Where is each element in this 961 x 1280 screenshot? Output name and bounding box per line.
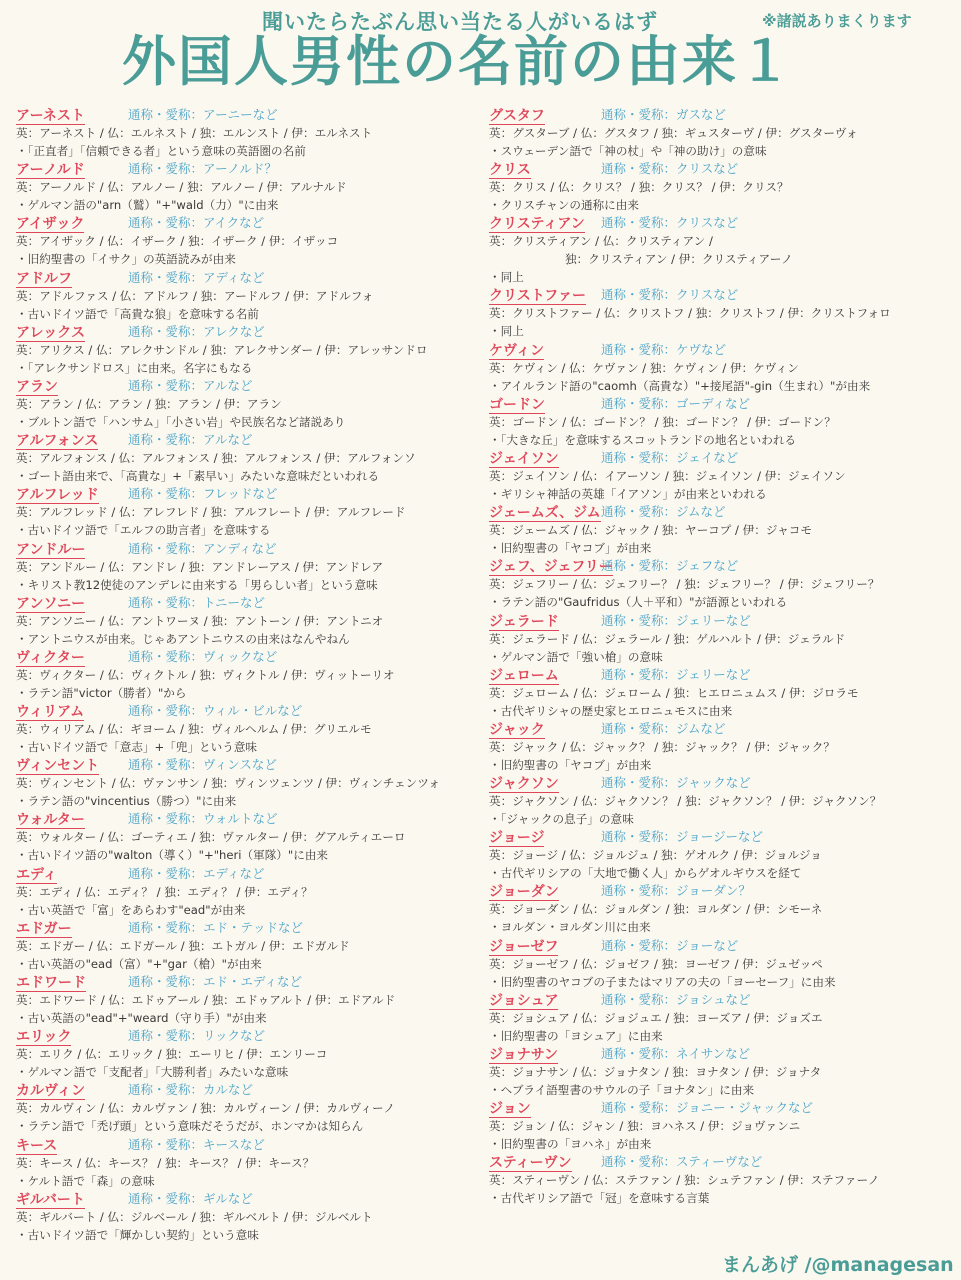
entry-header xyxy=(489,395,951,413)
entry-header xyxy=(16,756,478,774)
entry-name: カルヴィン xyxy=(16,1083,86,1100)
name-entry xyxy=(489,395,951,449)
entry-origin: ・ヘブライ語聖書のサウルの子「ヨナタン」に由来 xyxy=(489,1083,755,1097)
name-entry xyxy=(16,485,478,539)
entry-language-variants: 英：アラン / 仏：アラン / 独：アラン / 伊：アラン xyxy=(16,396,282,411)
entry-header xyxy=(489,503,951,521)
entry-nickname: 通称・愛称：クリスなど xyxy=(601,161,739,177)
entry-language-variants: 英：ジェイソン / 仏：イアーソン / 独：ジェイソン / 伊：ジェイソン xyxy=(489,468,846,483)
entry-origin: ・同上 xyxy=(489,270,524,285)
entry-origin: ・アイルランド語の"caomh（高貴な）"+接尾語"-gin（生まれ）"が由来 xyxy=(489,378,871,393)
name-entry xyxy=(489,991,951,1045)
entry-nickname: 通称・愛称：ジョーダン？ xyxy=(601,883,751,899)
entry-language-variants: 英：クリスティアン / 仏：クリスティアン / xyxy=(489,234,713,249)
entry-origin: ・同上 xyxy=(489,324,524,339)
entry-nickname: 通称・愛称：クリスなど xyxy=(601,215,739,231)
entry-header xyxy=(489,1099,951,1117)
entry-name: ジェイソン xyxy=(489,450,559,467)
entry-language-variants: 英：ジョージ / 仏：ジョルジュ / 独：ゲオルク / 伊：ジョルジョ xyxy=(489,848,822,863)
entry-name: ジェラード xyxy=(489,613,559,630)
name-entry xyxy=(489,612,951,666)
name-entry xyxy=(489,557,951,611)
name-entry xyxy=(16,431,478,485)
entry-name: ジョン xyxy=(489,1101,531,1118)
entry-language-variants: 英：ヴィクター / 仏：ヴィクトル / 独：ヴィクトル / 伊：ヴィットーリオ xyxy=(16,667,395,682)
name-entry xyxy=(489,1099,951,1153)
entry-language-variants: 英：ギルバート / 仏：ジルベール / 独：ギルベルト / 伊：ジルベルト xyxy=(16,1209,373,1224)
entry-header xyxy=(489,160,951,178)
entry-name: ジャクソン xyxy=(489,776,559,793)
entry-name: アンソニー xyxy=(16,595,86,612)
entry-header xyxy=(16,106,478,124)
entry-name: キース xyxy=(16,1137,58,1154)
entry-nickname: 通称・愛称：アルなど xyxy=(128,432,253,448)
entry-nickname: 通称・愛称：ジャックなど xyxy=(601,775,751,791)
entry-nickname: 通称・愛称：アーノルド？ xyxy=(128,161,277,177)
entry-nickname: 通称・愛称：カルなど xyxy=(128,1082,254,1098)
name-entry xyxy=(489,666,951,720)
name-entry xyxy=(16,702,478,756)
name-entry xyxy=(16,810,478,864)
entry-nickname: 通称・愛称：エディなど xyxy=(128,865,265,881)
entry-header xyxy=(489,449,951,467)
page-title: 外国人男性の名前の由来１ xyxy=(122,30,794,93)
entry-origin: ・古いドイツ語で「輝かしい契約」という意味 xyxy=(16,1227,259,1242)
entry-header xyxy=(16,1027,478,1045)
entry-header xyxy=(16,269,478,287)
entry-name: エリック xyxy=(16,1029,72,1046)
name-entry xyxy=(489,1045,951,1099)
entry-nickname: 通称・愛称：ゴーディなど xyxy=(601,395,751,411)
name-entry xyxy=(16,973,478,1027)
entry-header xyxy=(489,1045,951,1063)
entry-nickname: 通称・愛称：ジョーなど xyxy=(601,937,739,953)
entry-header xyxy=(489,286,951,304)
entry-name: ヴィクター xyxy=(16,649,85,666)
entry-language-variants: 英：スティーヴン / 仏：ステファン / 独：シュテファン / 伊：ステファーノ xyxy=(489,1173,880,1188)
entry-language-variants: 英：キース / 仏：キース？ / 独：キース？ / 伊：キース？ xyxy=(16,1155,315,1170)
entry-origin: ・ケルト語で「森」の意味 xyxy=(16,1173,155,1188)
entry-language-variants: 英：ヴィンセント / 仏：ヴァンサン / 独：ヴィンツェンツ / 伊：ヴィンチェンツォ xyxy=(16,776,440,791)
entry-origin: ・ゲルマン語で「強い槍」の意味 xyxy=(489,649,663,664)
entry-origin: ・ラテン語の"Gaufridus（人＋平和）"が語源といわれる xyxy=(489,595,788,610)
entry-origin: ・古い英語で「富」をあらわす"ead"が由来 xyxy=(16,902,246,917)
entry-header xyxy=(16,919,478,937)
entry-language-variants: 英：ジェフリー / 仏：ジェフリー？ / 独：ジェフリー？ / 伊：ジェフリー？ xyxy=(489,577,880,592)
subtitle: 聞いたらたぶん思い当たる人がいるはず xyxy=(262,10,658,34)
entry-nickname: 通称・愛称：アイクなど xyxy=(128,215,265,231)
name-entry xyxy=(16,1081,478,1135)
entry-origin: ・ゲルマン語で「支配者」「大勝利者」みたいな意味 xyxy=(16,1065,289,1080)
footer-credit: まんあげ /@managesan xyxy=(722,1254,954,1276)
entry-language-variants: 英：ゴードン / 仏：ゴードン？ / 独：ゴードン？ / 伊：ゴードン？ xyxy=(489,414,836,429)
entry-nickname: 通称・愛称：アレクなど xyxy=(128,323,265,339)
entry-nickname: 通称・愛称：エド・テッドなど xyxy=(128,919,304,935)
entry-language-variants: 英：エディ / 仏：エディ？ / 独：エディ？ / 伊：エディ？ xyxy=(16,884,313,899)
entry-nickname: 通称・愛称：キースなど xyxy=(128,1136,265,1152)
entry-header xyxy=(489,666,951,684)
entry-language-variants: 英：アイザック / 仏：イザーク / 独：イザーク / 伊：イザッコ xyxy=(16,234,339,249)
entry-name: ジョージ xyxy=(489,830,545,847)
name-entry xyxy=(489,286,951,340)
right-column xyxy=(489,106,951,1208)
name-entry xyxy=(16,1136,478,1190)
entry-language-variants: 英：ケヴィン / 仏：ケヴァン / 独：ケヴィン / 伊：ケヴィン xyxy=(489,360,799,375)
entry-header xyxy=(16,810,478,828)
entry-header xyxy=(489,612,951,630)
entry-language-variants: 英：クリス / 仏：クリス？ / 独：クリス？ / 伊：クリス？ xyxy=(489,180,789,195)
entry-header xyxy=(16,485,478,503)
entry-nickname: 通称・愛称：アーニーなど xyxy=(128,107,278,122)
entry-language-variants: 英：カルヴィン / 仏：カルヴァン / 独：カルヴィーン / 伊：カルヴィーノ xyxy=(16,1101,395,1116)
entry-name: アイザック xyxy=(16,216,85,233)
entry-header xyxy=(16,702,478,720)
entry-origin: ・ブルトン語で「ハンサム」「小さい岩」や民族名など諸説あり xyxy=(16,414,346,429)
entry-language-variants: 英：ジャック / 仏：ジャック？ / 独：ジャック？ / 伊：ジャック？ xyxy=(489,739,835,754)
entry-language-variants: 英：アンドルー / 仏：アンドレ / 独：アンドレーアス / 伊：アンドレア xyxy=(16,559,384,574)
entry-language-variants: 英：エドワード / 仏：エドゥアール / 独：エドゥアルト / 伊：エドアルド xyxy=(16,993,396,1007)
entry-header xyxy=(489,720,951,738)
entry-nickname: 通称・愛称：アンディなど xyxy=(128,540,277,556)
entry-name: ジョシュア xyxy=(489,992,559,1009)
entry-nickname: 通称・愛称：ウォルトなど xyxy=(128,811,278,827)
name-entry xyxy=(489,503,951,557)
entry-origin: ・旧約聖書の「ヤコブ」が由来 xyxy=(489,757,652,772)
entry-origin: ・旧約聖書の「イサク」の英語読みが由来 xyxy=(16,252,236,267)
entry-origin: ・ラテン語"victor（勝者）"から xyxy=(16,685,187,700)
entry-origin: ・旧約聖書の「ヤコブ」が由来 xyxy=(489,541,652,556)
entry-name: ウォルター xyxy=(16,812,85,829)
entry-origin: ・古代ギリシア語で「冠」を意味する言葉 xyxy=(489,1191,710,1206)
entry-language-variants: 英：アルフォンス / 仏：アルフォンス / 独：アルフォンス / 伊：アルフォンソ xyxy=(16,451,416,466)
left-column xyxy=(16,106,478,1244)
entry-header xyxy=(16,594,478,612)
name-entry xyxy=(489,774,951,828)
name-entry xyxy=(16,323,478,377)
entry-language-variants: 英：エリク / 仏：エリック / 独：エーリヒ / 伊：エンリーコ xyxy=(16,1047,328,1062)
name-entry xyxy=(489,882,951,936)
entry-language-variants: 英：ジョナサン / 仏：ジョナタン / 独：ヨナタン / 伊：ジョナタ xyxy=(489,1065,822,1079)
entry-nickname: 通称・愛称：トニーなど xyxy=(128,594,266,610)
name-entry xyxy=(16,377,478,431)
entry-language-variants: 英：クリストファー / 仏：クリストフ / 独：クリストフ / 伊：クリストフォロ xyxy=(489,306,891,321)
entry-header xyxy=(16,214,478,232)
entry-origin: ・「ジャックの息子」の意味 xyxy=(489,812,634,827)
entry-nickname: 通称・愛称：ウィル・ビルなど xyxy=(128,703,303,719)
name-entry xyxy=(489,341,951,395)
entry-language-variants-cont: 独：クリスティアン / 伊：クリスティアーノ xyxy=(565,252,793,267)
entry-origin: ・「正直者」「信頼できる者」という意味の英語圏の名前 xyxy=(16,144,306,158)
entry-nickname: 通称・愛称：ジェリーなど xyxy=(601,612,751,628)
entry-name: ジョーダン xyxy=(489,884,559,901)
entry-header xyxy=(489,991,951,1009)
name-entry xyxy=(489,106,951,160)
entry-name: クリスティアン xyxy=(489,216,585,233)
entry-language-variants: 英：アーネスト / 仏：エルネスト / 独：エルンスト / 伊：エルネスト xyxy=(16,126,373,140)
entry-origin: ・ゴート語由来で、「高貴な」+「素早い」みたいな意味だといわれる xyxy=(16,469,380,484)
name-entry xyxy=(16,919,478,973)
entry-name: ウィリアム xyxy=(16,704,85,721)
entry-header xyxy=(489,557,951,575)
entry-nickname: 通称・愛称：ジョシュなど xyxy=(601,991,751,1007)
name-entry xyxy=(16,1190,478,1244)
entry-origin: ・古い英語の"ead"+"weard（守り手）"が由来 xyxy=(16,1011,267,1025)
entry-name: グスタフ xyxy=(489,108,545,124)
entry-name: アルフレッド xyxy=(16,487,99,504)
entry-language-variants: 英：ジョン / 仏：ジャン / 独：ヨハネス / 伊：ジョヴァンニ xyxy=(489,1119,801,1134)
entry-name: アーノルド xyxy=(16,162,85,179)
entry-language-variants: 英：ジョーゼフ / 仏：ジョゼフ / 独：ヨーゼフ / 伊：ジュゼッペ xyxy=(489,956,823,971)
entry-header xyxy=(489,214,951,232)
name-entry xyxy=(16,160,478,214)
entry-language-variants: 英：グスターブ / 仏：グスタフ / 独：ギュスターヴ / 伊：グスターヴォ xyxy=(489,126,858,140)
entry-header xyxy=(489,1153,951,1171)
entry-origin: ・古いドイツ語の"walton（導く）"+"heri（軍隊）"に由来 xyxy=(16,848,329,863)
entry-origin: ・「大きな丘」を意味するスコットランドの地名といわれる xyxy=(489,432,797,447)
disclaimer-note: ※諸説ありまくります xyxy=(762,12,912,30)
entry-nickname: 通称・愛称：ヴィンスなど xyxy=(128,757,277,773)
entry-header xyxy=(489,341,951,359)
entry-language-variants: 英：ジョーダン / 仏：ジョルダン / 独：ヨルダン / 伊：シモーネ xyxy=(489,902,823,917)
entry-nickname: 通称・愛称：ガスなど xyxy=(601,107,727,122)
entry-origin: ・古代ギリシアの「大地で働く人」からゲオルギウスを経て xyxy=(489,866,802,881)
entry-origin: ・ラテン語で「禿げ頭」という意味だそうだが、ホンマかは知らん xyxy=(16,1119,364,1134)
name-entry xyxy=(16,648,478,702)
entry-origin: ・ギリシャ神話の英雄「イアソン」が由来といわれる xyxy=(489,486,767,501)
name-entry xyxy=(489,937,951,991)
entry-name: アレックス xyxy=(16,324,86,341)
entry-origin: ・クリスチャンの通称に由来 xyxy=(489,198,639,213)
entry-language-variants: 英：アーノルド / 仏：アルノー / 独：アルノー / 伊：アルナルド xyxy=(16,180,347,195)
entry-origin: ・古いドイツ語で「エルフの助言者」を意味する xyxy=(16,523,271,538)
name-entry xyxy=(16,269,478,323)
entry-origin: ・ヨルダン・ヨルダン川に由来 xyxy=(489,920,651,935)
entry-nickname: 通称・愛称：ジムなど xyxy=(601,504,726,520)
entry-header xyxy=(16,1081,478,1099)
entry-origin: ・「アレクサンドロス」に由来。名字にもなる xyxy=(16,360,253,375)
entry-language-variants: 英：ウィリアム / 仏：ギヨーム / 独：ヴィルヘルム / 伊：グリエルモ xyxy=(16,722,372,737)
entry-origin: ・古い英語の"ead（富）"+"gar（槍）"が由来 xyxy=(16,956,262,971)
entry-origin: ・スウェーデン語で「神の杖」や「神の助け」の意味 xyxy=(489,144,767,158)
entry-nickname: 通称・愛称：ケヴなど xyxy=(601,341,727,357)
entry-nickname: 通称・愛称：ジェリーなど xyxy=(601,666,751,682)
entry-header xyxy=(16,377,478,395)
entry-name: クリス xyxy=(489,162,531,179)
entry-name: アドルフ xyxy=(16,270,72,287)
entry-origin: ・旧約聖書のヤコブの子またはマリアの夫の「ヨーセーフ」に由来 xyxy=(489,974,836,989)
entry-origin: ・古いドイツ語で「高貴な狼」を意味する名前 xyxy=(16,306,259,321)
entry-header xyxy=(489,882,951,900)
entry-header xyxy=(489,106,951,124)
entry-origin: ・キリスト教12使徒のアンデレに由来する「男らしい者」という意味 xyxy=(16,577,378,592)
entry-header xyxy=(16,973,478,991)
entry-nickname: 通称・愛称：スティーヴなど xyxy=(601,1154,763,1170)
entry-nickname: 通称・愛称：ジェイなど xyxy=(601,449,739,465)
entry-nickname: 通称・愛称：アディなど xyxy=(128,269,265,285)
entry-nickname: 通称・愛称：ギルなど xyxy=(128,1190,253,1206)
entry-name: ジェフ、ジェフリー xyxy=(489,559,613,576)
entry-name: ジョーゼフ xyxy=(489,938,559,955)
name-entry xyxy=(489,449,951,503)
entry-name: ジェローム xyxy=(489,667,559,684)
entry-origin: ・ラテン語の"vincentius（勝つ）"に由来 xyxy=(16,794,237,809)
entry-nickname: 通称・愛称：リックなど xyxy=(128,1028,266,1044)
name-entry xyxy=(489,720,951,774)
name-entry xyxy=(16,594,478,648)
entry-name: アンドルー xyxy=(16,541,86,558)
name-entry xyxy=(16,865,478,919)
entry-name: アーネスト xyxy=(16,108,85,124)
entry-name: エドワード xyxy=(16,975,86,991)
entry-origin: ・旧約聖書の「ヨシュア」に由来 xyxy=(489,1028,663,1043)
entry-header xyxy=(16,540,478,558)
entry-name: アラン xyxy=(16,378,58,395)
entry-header xyxy=(16,648,478,666)
entry-origin: ・ゲルマン語の"arn（鷲）"+"wald（力）"に由来 xyxy=(16,198,279,213)
entry-header xyxy=(16,431,478,449)
entry-header xyxy=(16,865,478,883)
entry-header xyxy=(16,1190,478,1208)
entry-nickname: 通称・愛称：クリスなど xyxy=(601,287,739,303)
entry-origin: ・アントニウスが由来。じゃあアントニウスの由来はなんやねん xyxy=(16,631,350,646)
entry-language-variants: 英：ジェームズ / 仏：ジャック / 独：ヤーコプ / 伊：ジャコモ xyxy=(489,523,812,538)
entry-origin: ・旧約聖書の「ヨハネ」が由来 xyxy=(489,1137,652,1152)
entry-name: ケヴィン xyxy=(489,342,545,359)
entry-language-variants: 英：ジェラード / 仏：ジェラール / 独：ゲルハルト / 伊：ジェラルド xyxy=(489,631,846,646)
name-entry xyxy=(16,756,478,810)
entry-name: クリストファー xyxy=(489,288,587,305)
entry-origin: ・古代ギリシャの歴史家ヒエロニュモスに由来 xyxy=(489,703,733,718)
entry-header xyxy=(16,1136,478,1154)
entry-header xyxy=(16,160,478,178)
entry-language-variants: 英：ウォルター / 仏：ゴーティエ / 独：ヴァルター / 伊：グアルティエーロ xyxy=(16,830,406,845)
entry-language-variants: 英：ジャクソン / 仏：ジャクソン？ / 独：ジャクソン？ / 伊：ジャクソン？ xyxy=(489,794,882,809)
name-entry xyxy=(489,160,951,214)
entry-name: ヴィンセント xyxy=(16,758,100,775)
entry-name: ジャック xyxy=(489,721,545,738)
entry-name: ゴードン xyxy=(489,396,545,413)
entry-nickname: 通称・愛称：ネイサンなど xyxy=(601,1046,751,1061)
entry-header xyxy=(489,828,951,846)
name-entry xyxy=(489,1153,951,1207)
entry-header xyxy=(489,774,951,792)
name-entry xyxy=(16,214,478,268)
entry-language-variants: 英：アドルファス / 仏：アドルフ / 独：アードルフ / 伊：アドルフォ xyxy=(16,288,374,303)
entry-language-variants: 英：アンソニー / 仏：アントワーヌ / 独：アントーン / 伊：アントニオ xyxy=(16,613,384,628)
entry-language-variants: 英：アリクス / 仏：アレクサンドル / 独：アレクサンダー / 伊：アレッサンドロ xyxy=(16,342,428,357)
entry-header xyxy=(489,937,951,955)
entry-name: ジョナサン xyxy=(489,1047,559,1063)
entry-language-variants: 英：ジョシュア / 仏：ジョジュエ / 独：ヨーズア / 伊：ジョズエ xyxy=(489,1010,823,1025)
entry-name: ギルバート xyxy=(16,1191,85,1208)
entry-header xyxy=(16,323,478,341)
entry-name: エドガー xyxy=(16,920,72,937)
entry-nickname: 通称・愛称：ジムなど xyxy=(601,720,726,736)
entry-name: ジェームズ、ジム xyxy=(489,505,601,522)
entry-nickname: 通称・愛称：エド・エディなど xyxy=(128,974,303,989)
name-entry xyxy=(489,214,951,286)
name-entry xyxy=(489,828,951,882)
entry-nickname: 通称・愛称：アルなど xyxy=(128,377,253,393)
entry-nickname: 通称・愛称：ヴィックなど xyxy=(128,648,278,664)
entry-nickname: 通称・愛称：ジョニー・ジャックなど xyxy=(601,1100,814,1116)
entry-name: エディ xyxy=(16,866,57,883)
name-entry xyxy=(16,106,478,160)
entry-nickname: 通称・愛称：ジョージーなど xyxy=(601,829,764,845)
entry-language-variants: 英：ジェローム / 仏：ジェローム / 独：ヒエロニュムス / 伊：ジロラモ xyxy=(489,685,859,700)
name-entry xyxy=(16,1027,478,1081)
name-entry xyxy=(16,540,478,594)
entry-origin: ・古いドイツ語で「意志」+「兜」という意味 xyxy=(16,740,258,755)
entry-nickname: 通称・愛称：フレッドなど xyxy=(128,486,278,502)
entry-name: スティーヴン xyxy=(489,1155,572,1172)
entry-language-variants: 英：エドガー / 仏：エドガール / 独：エトガル / 伊：エドガルド xyxy=(16,938,350,953)
entry-language-variants: 英：アルフレッド / 仏：アレフレド / 独：アルフレート / 伊：アルフレード xyxy=(16,505,406,520)
entry-name: アルフォンス xyxy=(16,433,99,450)
entry-nickname: 通称・愛称：ジェフなど xyxy=(601,558,739,574)
